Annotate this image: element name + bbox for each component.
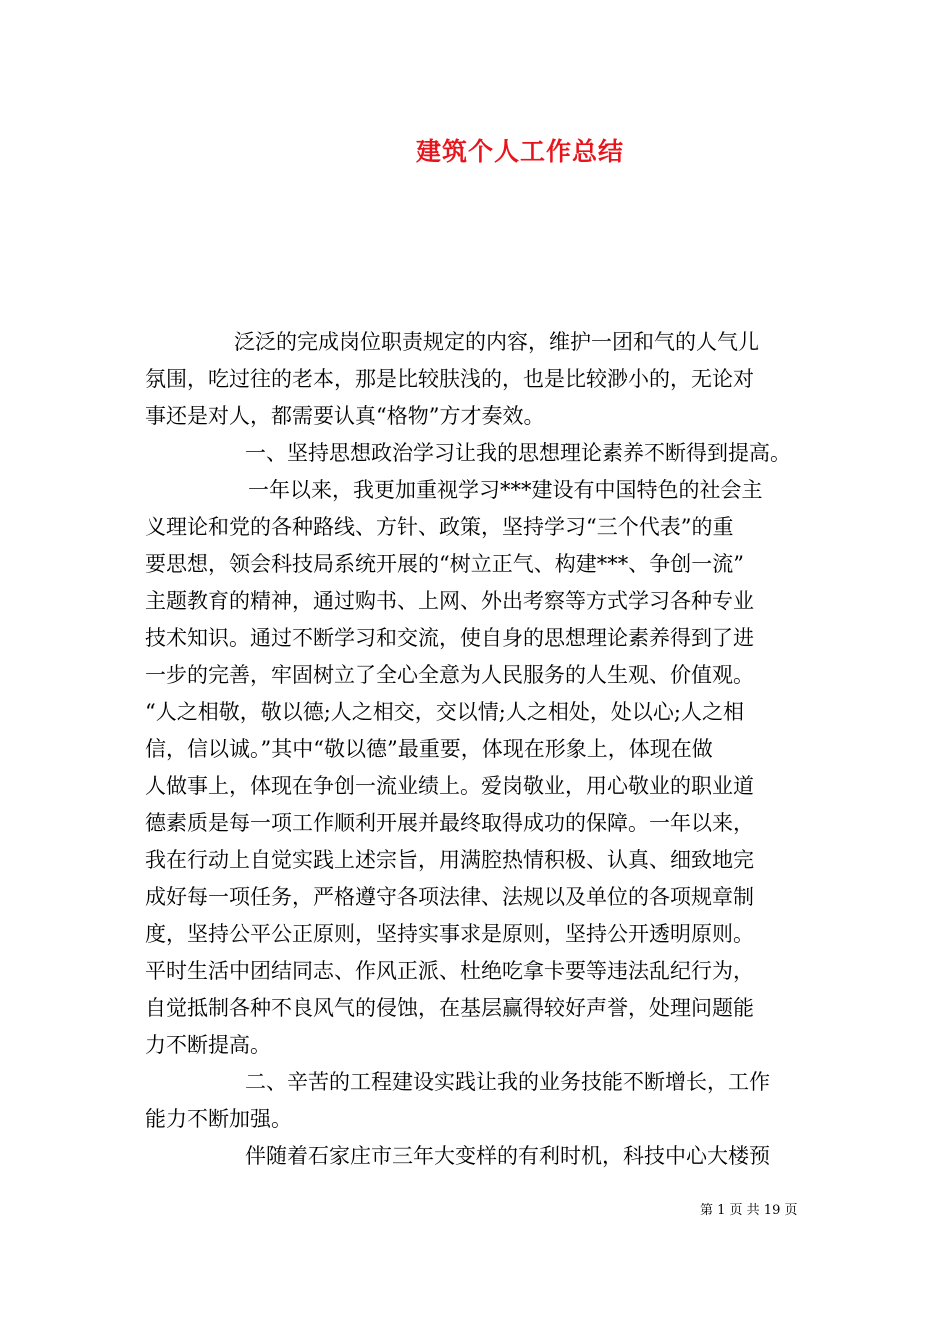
body-line: 德素质是每一项工作顺利开展并最终取得成功的保障。一年以来， xyxy=(145,811,754,835)
body-line: 义理论和党的各种路线、方针、政策，坚持学习“三个代表”的重 xyxy=(145,515,734,539)
body-line: 能力不断加强。 xyxy=(145,1107,292,1131)
body-line: 平时生活中团结同志、作风正派、杜绝吃拿卡要等违法乱纪行为， xyxy=(145,959,754,983)
document-title: 建筑个人工作总结 xyxy=(415,137,624,166)
body-line: 度，坚持公平公正原则，坚持实事求是原则，坚持公开透明原则。 xyxy=(145,922,754,946)
body-line: 我在行动上自觉实践上述宗旨，用满腔热情积极、认真、细致地完 xyxy=(145,848,754,872)
body-line: “人之相敬，敬以德;人之相交，交以情;人之相处，处以心;人之相 xyxy=(145,700,744,724)
body-line: 氛围，吃过往的老本，那是比较肤浅的，也是比较渺小的，无论对 xyxy=(145,367,754,391)
body-line: 事还是对人，都需要认真“格物”方才奏效。 xyxy=(145,404,545,428)
body-line: 成好每一项任务，严格遵守各项法律、法规以及单位的各项规章制 xyxy=(145,885,754,909)
body-line: 一步的完善，牢固树立了全心全意为人民服务的人生观、价值观。 xyxy=(145,663,754,687)
body-line: 主题教育的精神，通过购书、上网、外出考察等方式学习各种专业 xyxy=(145,589,754,613)
body-line: 自觉抵制各种不良风气的侵蚀，在基层赢得较好声誉，处理问题能 xyxy=(145,996,754,1020)
section-heading-2: 二、辛苦的工程建设实践让我的业务技能不断增长，工作 xyxy=(245,1070,770,1094)
body-line: 伴随着石家庄市三年大变样的有利时机，科技中心大楼预 xyxy=(245,1144,770,1168)
page-number-footer: 第 1 页 共 19 页 xyxy=(700,1203,798,1218)
section-heading-1: 一、坚持思想政治学习让我的思想理论素养不断得到提高。 xyxy=(245,441,791,465)
body-line: 技术知识。通过不断学习和交流，使自身的思想理论素养得到了进 xyxy=(145,626,754,650)
body-line: 要思想，领会科技局系统开展的“树立正气、构建***、争创一流” xyxy=(145,552,744,576)
body-line: 信，信以诚。”其中“敬以德”最重要，体现在形象上，体现在做 xyxy=(145,737,713,761)
body-line: 泛泛的完成岗位职责规定的内容，维护一团和气的人气儿 xyxy=(234,330,759,354)
body-line: 力不断提高。 xyxy=(145,1033,271,1057)
body-line: 一年以来，我更加重视学习***建设有中国特色的社会主 xyxy=(248,478,763,502)
body-line: 人做事上，体现在争创一流业绩上。爱岗敬业，用心敬业的职业道 xyxy=(145,774,754,798)
